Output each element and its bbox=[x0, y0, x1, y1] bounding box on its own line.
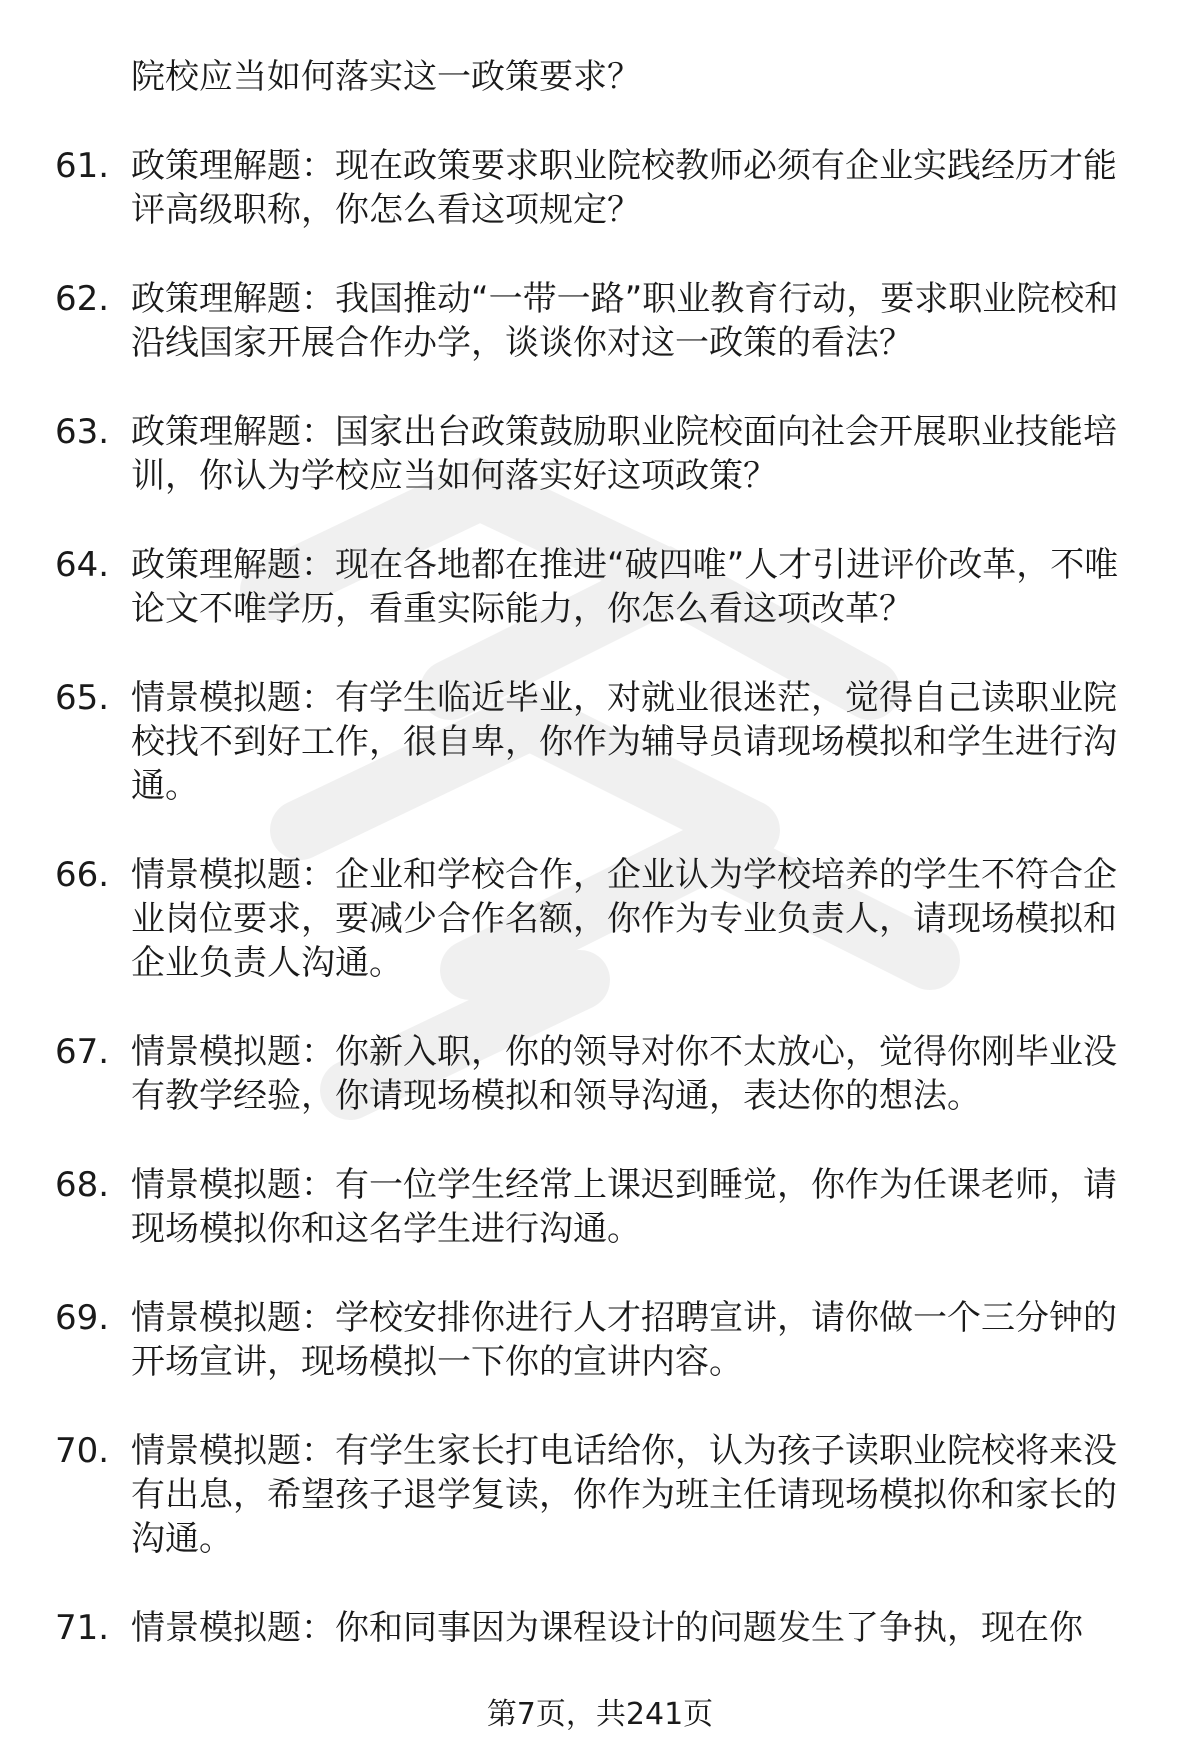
question-item bbox=[0, 1606, 1200, 1650]
question-list bbox=[0, 55, 1200, 1695]
question-number: 63. bbox=[55, 412, 110, 452]
question-item bbox=[0, 410, 1200, 498]
question-text: 政策理解题：国家出台政策鼓励职业院校面向社会开展职业技能培训，你认为学校应当如何落实好这项政策？ bbox=[131, 412, 1117, 496]
question-text: 情景模拟题：有学生家长打电话给你，认为孩子读职业院校将来没有出息，希望孩子退学复读，你作为班主任请现场模拟你和家长的沟通。 bbox=[131, 1431, 1117, 1559]
question-number: 70. bbox=[55, 1431, 110, 1471]
question-text: 政策理解题：现在政策要求职业院校教师必须有企业实践经历才能评高级职称，你怎么看这项规定？ bbox=[131, 146, 1117, 230]
question-text: 政策理解题：现在各地都在推进“破四唯”人才引进评价改革，不唯论文不唯学历，看重实际能力，你怎么看这项改革？ bbox=[131, 545, 1119, 629]
question-number: 68. bbox=[55, 1165, 110, 1205]
question-item bbox=[0, 543, 1200, 631]
question-item bbox=[0, 1429, 1200, 1561]
question-item bbox=[0, 853, 1200, 985]
question-text: 情景模拟题：你新入职，你的领导对你不太放心，觉得你刚毕业没有教学经验，你请现场模拟和领导沟通，表达你的想法。 bbox=[131, 1032, 1117, 1116]
question-number: 67. bbox=[55, 1032, 110, 1072]
question-text: 情景模拟题：有学生临近毕业，对就业很迷茫，觉得自己读职业院校找不到好工作，很自卑，你作为辅导员请现场模拟和学生进行沟通。 bbox=[131, 678, 1117, 806]
question-item bbox=[0, 1296, 1200, 1384]
question-number: 66. bbox=[55, 855, 110, 895]
question-item bbox=[0, 676, 1200, 808]
question-number: 64. bbox=[55, 545, 110, 585]
question-text: 政策理解题：我国推动“一带一路”职业教育行动，要求职业院校和沿线国家开展合作办学，谈谈你对这一政策的看法？ bbox=[131, 279, 1119, 363]
question-item bbox=[0, 1163, 1200, 1251]
page-number-footer: 第7页，共241页 bbox=[486, 1697, 714, 1732]
question-text: 情景模拟题：你和同事因为课程设计的问题发生了争执，现在你 bbox=[131, 1608, 1083, 1648]
question-number: 71. bbox=[55, 1608, 110, 1648]
question-number: 69. bbox=[55, 1298, 110, 1338]
question-item bbox=[0, 1030, 1200, 1118]
question-item bbox=[0, 144, 1200, 232]
continued-question-text: 院校应当如何落实这一政策要求？ bbox=[131, 57, 641, 97]
question-text: 情景模拟题：有一位学生经常上课迟到睡觉，你作为任课老师，请现场模拟你和这名学生进行沟通。 bbox=[131, 1165, 1117, 1249]
question-item bbox=[0, 277, 1200, 365]
question-text: 情景模拟题：企业和学校合作，企业认为学校培养的学生不符合企业岗位要求，要减少合作名额，你作为专业负责人，请现场模拟和企业负责人沟通。 bbox=[131, 855, 1117, 983]
question-number: 61. bbox=[55, 146, 110, 186]
question-text: 情景模拟题：学校安排你进行人才招聘宣讲，请你做一个三分钟的开场宣讲，现场模拟一下你的宣讲内容。 bbox=[131, 1298, 1117, 1382]
question-number: 62. bbox=[55, 279, 110, 319]
question-number: 65. bbox=[55, 678, 110, 718]
